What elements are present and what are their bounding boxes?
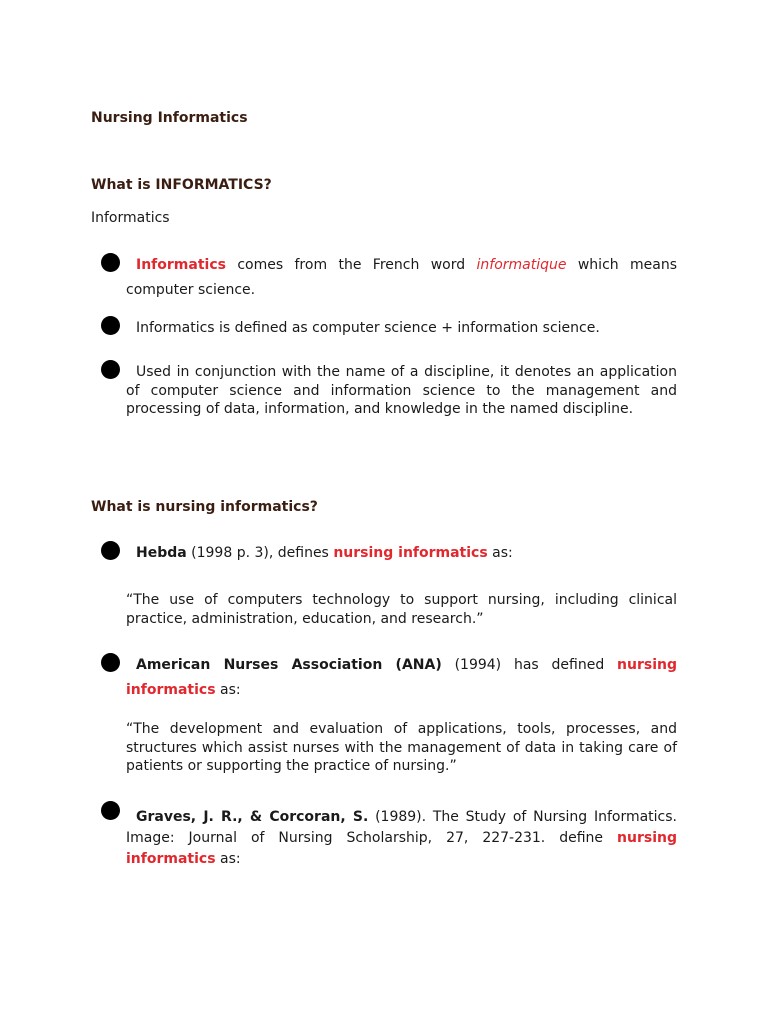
bullet-icon <box>101 801 120 820</box>
author: American Nurses Association (ANA) <box>136 657 442 673</box>
bullet-icon <box>101 253 120 272</box>
bullet-icon <box>101 653 120 672</box>
list-item <box>101 541 677 566</box>
definition-quote: “The use of computers technology to support nursing, including clinical practice, administration, education, and research.” <box>126 592 677 627</box>
term: nursing informatics <box>126 830 677 867</box>
bullet-text: Hebda (1998 p. 3), defines nursing informatics as: <box>126 541 677 566</box>
section-heading-informatics: What is INFORMATICS? <box>91 177 272 193</box>
list-item <box>101 653 677 703</box>
list-item <box>101 801 677 870</box>
author: Graves, J. R., & Corcoran, S. <box>136 809 369 825</box>
bullet-text: Graves, J. R., & Corcoran, S. (1989). The Study of Nursing Informatics. Image: Journal of Nursing Scholarship, 27, 227-231. define nursing informatics as: <box>126 809 678 867</box>
bullet-text: Informatics is defined as computer science + information science. <box>136 320 600 336</box>
section-heading-nursing-informatics: What is nursing informatics? <box>91 499 318 515</box>
list-item <box>101 360 677 419</box>
bullet-icon <box>101 541 120 560</box>
subheading-informatics: Informatics <box>91 210 170 226</box>
definition-quote: “The development and evaluation of applications, tools, processes, and structures which assist nurses with the management of data in taking care of patients or supporting the practice of nursing.” <box>126 721 677 774</box>
bullet-text: Informatics comes from the French word informatique which means computer science. <box>126 257 678 298</box>
term: Informatics <box>136 257 226 273</box>
term: nursing informatics <box>126 657 677 698</box>
document-title: Nursing Informatics <box>91 110 248 126</box>
french-word: informatique <box>476 257 567 273</box>
term: nursing informatics <box>333 545 488 561</box>
bullet-icon <box>101 316 120 335</box>
bullet-icon <box>101 360 120 379</box>
bullet-text: Used in conjunction with the name of a discipline, it denotes an application of computer science and information science to the management and processing of data, information, and knowledge in the named discipline. <box>126 364 677 417</box>
list-item <box>101 316 677 341</box>
bullet-text: American Nurses Association (ANA) (1994) has defined nursing informatics as: <box>126 657 677 698</box>
author: Hebda <box>136 545 187 561</box>
list-item <box>101 253 677 303</box>
